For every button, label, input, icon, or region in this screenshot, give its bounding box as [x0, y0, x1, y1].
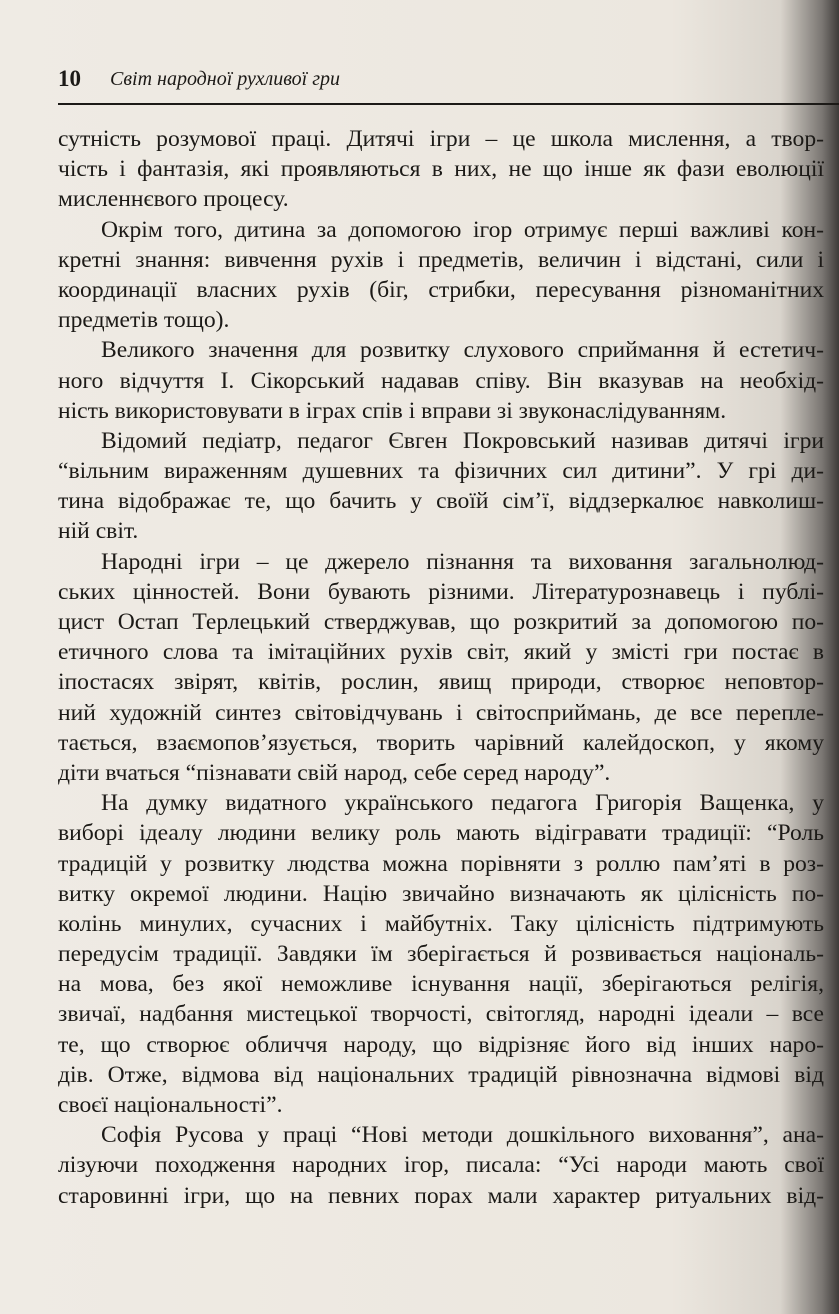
text-line: діти вчаться “пізнавати свій народ, себе серед народу”. — [58, 759, 611, 786]
text-line: виборі ідеалу людини велику роль мають відігравати традиції: “Роль — [58, 820, 824, 847]
running-title: Світ народної рухливої гри — [110, 68, 340, 90]
text-line: те, що створює обличчя народу, що відрізняє його від інших наро- — [58, 1031, 824, 1058]
text-line: передусім традиції. Завдяки їм зберігається й розвивається національ- — [58, 941, 824, 968]
text-line: звичаї, надбання мистецької творчості, світогляд, народні ідеали – все — [58, 1001, 824, 1028]
text-line: тина відображає те, що бачить у своїй сім’ї, віддзеркалює навколиш- — [58, 488, 824, 515]
text-line: лізуючи походження народних ігор, писала: “Усі народи мають свої — [58, 1152, 824, 1179]
body-text — [58, 124, 824, 1211]
text-line: мисленнєвого процесу. — [58, 186, 289, 213]
text-line: ний художній синтез світовідчувань і світосприймань, де все перепле- — [58, 699, 824, 726]
text-line: старовинні ігри, що на певних порах мали характер ритуальних від- — [58, 1182, 824, 1209]
paragraph — [58, 335, 824, 426]
paragraph — [58, 215, 824, 336]
text-line: етичного слова та імітаційних рухів світ, який у змісті гри постає в — [58, 639, 824, 666]
paragraph — [58, 426, 824, 547]
text-line: сутність розумової праці. Дитячі ігри – це школа мислення, а твор- — [58, 126, 824, 152]
text-line: колінь минулих, сучасних і майбутніх. Таку цілісність підтримують — [58, 910, 824, 937]
text-line: витку окремої людини. Націю звичайно визначають як цілісність по- — [58, 880, 824, 907]
text-line: дів. Отже, відмова від національних традицій рівнозначна відмові від — [58, 1061, 824, 1088]
text-line: на мова, без якої неможливе існування нації, зберігаються релігія, — [58, 971, 824, 998]
page-header — [58, 62, 818, 106]
text-line: традицій у розвитку людства можна порівняти з роллю пам’яті в роз- — [58, 850, 824, 877]
text-line: своєї національності”. — [58, 1092, 283, 1118]
text-line: ських цінностей. Вони бувають різними. Літературознавець і публі- — [58, 578, 824, 605]
text-line: ного відчуття І. Сікорський надавав співу. Він вказував на необхід- — [58, 367, 824, 394]
text-line: На думку видатного українського педагога Григорія Ващенка, у — [101, 790, 824, 817]
text-line: тається, взаємопов’язується, творить чарівний калейдоскоп, у якому — [58, 729, 824, 756]
text-line: Великого значення для розвитку слухового сприймання й естетич- — [101, 337, 824, 364]
text-line: Відомий педіатр, педагог Євген Покровський називав дитячі ігри — [101, 427, 824, 454]
text-line: чість і фантазія, які проявляються в них, не що інше як фази еволюції — [58, 156, 824, 183]
text-line: координації власних рухів (біг, стрибки, пересування різноманітних — [58, 276, 824, 303]
text-line: іпостасях звірят, квітів, рослин, явищ природи, створює неповтор- — [58, 669, 824, 696]
text-line: кретні знання: вивчення рухів і предметів, величин і відстані, сили і — [58, 246, 824, 273]
paragraph — [58, 1120, 824, 1211]
text-line: Софія Русова у праці “Нові методи дошкільного виховання”, ана- — [101, 1122, 824, 1149]
text-line: Окрім того, дитина за допомогою ігор отримує перші важливі кон- — [101, 216, 824, 243]
text-line: Народні ігри – це джерело пізнання та виховання загальнолюд- — [101, 548, 824, 575]
text-line: “вільним вираженням душевних та фізичних сил дитини”. У грі ди- — [58, 458, 824, 485]
paragraph — [58, 124, 824, 215]
text-line: ність використовувати в іграх спів і вправи зі звуконаслідуванням. — [58, 397, 727, 424]
text-line: цист Остап Терлецький стверджував, що розкритий за допомогою по- — [58, 609, 824, 635]
text-line: ній світ. — [58, 518, 139, 545]
paragraph — [58, 788, 824, 1120]
paragraph — [58, 547, 824, 789]
text-line: предметів тощо). — [58, 307, 230, 334]
page-number: 10 — [58, 66, 81, 91]
header-rule — [58, 103, 839, 105]
